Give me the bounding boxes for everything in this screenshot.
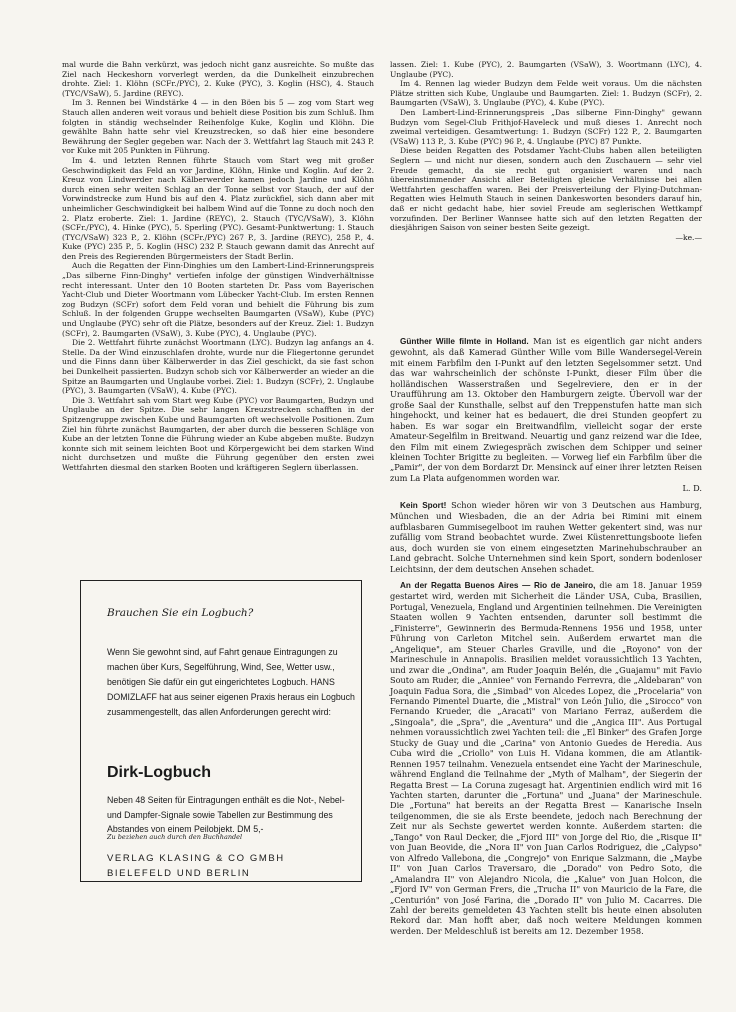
ad-publisher (107, 851, 285, 881)
right-column-top (390, 60, 702, 242)
paragraph: mal wurde die Bahn verkürzt, was jedoch nicht ganz ausreichte. So mußte das Ziel nach Heckeshorn vorverlegt werden, da die Dunkelheit einzubrechen drohte. Ziel: 1. Klöhn (SCFr./PYC), 2. Kuke (PYC), 3. Koglin (HSC), 4. Stauch (TYC/VSaW), 5. Jardine (REYC). (62, 60, 374, 98)
paragraph: Im 4. Rennen lag wieder Budzyn dem Felde weit voraus. Um die nächsten Plätze stritten sich Kube, Unglaube und Baumgarten. Ziel: 1. Budzyn (SCFr), 2. Baumgarten (VSaW), 3. Unglaube (PYC), 4. Kube (PYC). (390, 79, 702, 108)
article-wille (390, 336, 702, 483)
ad-description: Neben 48 Seiten für Eintragungen enthält es die Not-, Nebel- und Dampfer-Signale sowie Tabellen zur Bestimmung des Abstandes von einem Peilobjekt. DM 5,- (107, 795, 345, 834)
author-signature: —ke.— (675, 232, 702, 242)
article-regatta (390, 580, 702, 936)
article-heading: Günther Wille filmte in Holland. (400, 337, 529, 346)
paragraph: lassen. Ziel: 1. Kube (PYC), 2. Baumgarten (VSaW), 3. Woortmann (LYC), 4. Unglaube (PYC). (390, 60, 702, 79)
author-signature: L. D. (682, 483, 702, 494)
publisher-name: VERLAG KLASING & CO GMBH (107, 853, 285, 864)
article-heading: An der Regatta Buenos Aires — Rio de Janeiro, (400, 580, 596, 590)
paragraph: Im 3. Rennen bei Windstärke 4 — in den Böen bis 5 — zog vom Start weg Stauch allen anderen weit voraus und behielt diese Position bis zum Schluß. Ihm folgten in ständig wechselnder Reihenfolge Kuke, Koglin und Klöhn. Die gewählte Bahn hatte sehr viel Kreuzstrecken, so daß hier eine besondere Bewährung der Segler gegeben war. Nach der 3. Wettfahrt lag Stauch mit 243 P. vor Kuke mit 205 Punkten in Führung. (62, 98, 374, 156)
ad-body: Wenn Sie gewohnt sind, auf Fahrt genaue Eintragungen zu machen über Kurs, Segelführung, Wind, See, Wetter usw., benötigen Sie dafür ein gut eingerichtetes Logbuch. HANS DOMIZLAFF hat aus seiner eigenen Praxis heraus ein Logbuch zusammengestellt, das allen Anforderungen gerecht wird: (107, 647, 355, 717)
paragraph: Den Lambert-Lind-Erinnerungspreis „Das silberne Finn-Dinghy" gewann Budzyn vom Segel-Club Frithjof-Haveleck und muß dieses 1. Anrecht noch zweimal verteidigen. Gesamtwertung: 1. Budzyn (SCFr) 122 P., 2. Baumgarten (VSaW) 113 P., 3. Kube (PYC) 96 P., 4. Unglaube (PYC) 87 Punkte. (390, 107, 702, 146)
article-sport (390, 500, 702, 574)
article-text: die am 18. Januar 1959 gestartet wird, werden mit Sicherheit die Länder USA, Cuba, Brasilien, Portugal, Venezuela, England und Argentinien teilnehmen. Die Vereinigten Staaten wollen 9 Yachten entsenden, darunter soll bestimmt die „Finisterre", Gewinnerin des Bermuda-Rennens 1956 und 1958, unter Führung von Carleton Mitchel sein. Außerdem erwartet man die „Angelique", am Steuer Charles Graville, und die „Royono" von der Marineschule in Annapolis. Brasilien meldet voraussichtlich 13 Yachten, und zwar die „Ondina", am Ruder Joaquin Belén, die „Guajamu" mit Favio Souto am Ruder, die „Anniee" von Fernando Ferrevra, die „Aldebaran" von Joaquin Fadua Sora, die „Simbad" von Alcedes Lopez, die „Procelaria" von Fernando Pimentel Duarte, die „Mistral" von León Julio, die „Sirocco" von Fernando Krueder, die „Aracati" von Mariano Ferraz, außerdem die „Singoala", die „Spra", die „Aventura" und die „Angica III". Aus Portugal nehmen voraussichtlich zwei Yachten teil: die „El Binker" des Grafen Jorge Stucky de Guay und die „Carina" von Antonio Guedes de Heredia. Aus Cuba wird die „Criollo" von Luis H. Vidana kommen, die am Atlantik-Rennen 1957 teilnahm. Venezuela entsendet eine Yacht der Marineschule, während England die Teilnahme der „Myth of Malham", der Siegerin der Regatta Brest — La Coruna zugesagt hat. Argentinien endlich wird mit 16 Yachten starten, darunter die „Fortuna" und „Juana" der Marineschule. Die „Fortuna" hat bereits an der Regatta Brest — Kanarische Inseln teilgenommen, die sie als Erste beendete, jedoch nach Berechnung der Zeit nur als Sechste gewertet werden konnte. Außerdem starten: die „Tango" von Raul Decker, die „Fjord III" von Jorge del Rio, die „Risque II" von Juan Beovide, die „Nora II" von Juan Carlos Rodriguez, die „Calypso" von Alfredo Vallebona, die „Congrejo" von Enrique Salzmann, die „Maybe II" von Juan Carlos Traversaro, die „Dorado" von Pedro Soto, die „Amalandra II" von Alejandro Nicola, die „Kalue" von Juan Holcon, die „Fjord IV" von German Frers, die „Trucha II" von Mauricio de la Fare, die „Centurión" von José Farina, die „Dorado II" von Julio M. Cacarres. Die Zahl der bereits gemeldeten 43 Yachten stellt bis heute einen absoluten Rekord dar. Man hofft aber, daß noch weitere Meldungen kommen werden. Der Meldeschluß ist bereits am 12. Dezember 1958. (390, 579, 702, 936)
article-text: Schon wieder hören wir von 3 Deutschen aus Hamburg, München und Wiesbaden, die an der Adria bei Rimini mit einem aufblasbaren Gummisegelboot im rauhen Wetter gekentert sind, was nur zufällig vom Strand beobachtet wurde. Zwei Küstenrettungsboote liefen aus, doch wurden sie von einem eingesetzten Marinehubschrauber an Land gebracht. Solche Unternehmen sind kein Sport, sondern bodenloser Leichtsinn, der dem deutschen Ansehen schadet. (390, 499, 702, 574)
publisher-city: BIELEFELD UND BERLIN (107, 868, 251, 879)
left-column (62, 60, 374, 473)
ad-note: Zu beziehen auch durch den Buchhandel (107, 833, 243, 841)
paragraph: Die 3. Wettfahrt sah vom Start weg Kube (PYC) vor Baumgarten, Budzyn und Unglaube an der Spitze. Die sehr langen Kreuzstrecken schafften in der Spitzengruppe zwischen Kube und Baumgarten oft wechselvolle Positionen. Zum Ziel hin führte zunächst Baumgarten, der aber durch die besseren Schläge von Kube an der letzten Tonne die Führung wieder an Kube abgeben mußte. Budzyn konnte sich mit seinem leichten Boot und Körpergewicht bei dem starken Wind nicht durchsetzen und mußte die Führung gegenüber den ersten zwei Wettfahrten diesmal den starken Booten und kräftigeren Seglern überlassen. (62, 395, 374, 472)
logbook-advertisement (80, 580, 362, 882)
article-heading: Kein Sport! (400, 500, 447, 510)
paragraph: Im 4. und letzten Rennen führte Stauch vom Start weg mit großer Geschwindigkeit das Feld an vor Jardine, Klöhn, Hinke und Koglin. Auf der 2. Kreuz von Lindwerder nach Kälberwerder kamen jedoch Jardine und Klöhn durch einen sehr weiten Schlag an der Tonne selbst vor Stauch, der auf der Vorwindstrecke zum Hund bis auf den 4. Platz zurückfiel, sich dann aber mit unheimlicher Geschwindigkeit bei halbem Wind auf die Tonne zu doch noch den 2. Platz eroberte. Ziel: 1. Jardine (REYC), 2. Stauch (TYC/VSaW), 3. Klöhn (SCFr./PYC), 4. Hinke (PYC), 5. Sperling (PYC). Gesamt-Punktwertung: 1. Stauch (TYC/VSaW) 323 P., 2. Klöhn (SCFr./PYC) 267 P., 3. Jardine (REYC), 258 P., 4. Kuke (PYC) 235 P., 5. Koglin (HSC) 232 P. Stauch gewann damit das Anrecht auf den Preis des Regierenden Bürgermeisters der Stadt Berlin. (62, 155, 374, 261)
ad-product-title: Dirk-Logbuch (107, 764, 211, 781)
paragraph: Diese beiden Regatten des Potsdamer Yacht-Clubs haben allen beteiligten Seglern — und nicht nur diesen, sondern auch den Zuschauern — sehr viel Freude gemacht, da sie recht gut organisiert waren und nach übereinstimmender Ansicht aller Beteiligten gleiche Verhältnisse bei allen Wettfahrten geschaffen waren. Bei der Preisverteilung der Flying-Dutchman-Regatten wies Helmuth Stauch in seinen Dankesworten besonders darauf hin, daß er nicht gedacht habe, hier soviel Freude am seglerischen Wettkampf vorzufinden. Der Berliner Wannsee hatte sich auf den letzten Regatten der diesjährigen Saison von seiner besten Seite gezeigt. (390, 146, 702, 233)
paragraph: Auch die Regatten der Finn-Dinghies um den Lambert-Lind-Erinnerungspreis „Das silberne Finn-Dinghy" vertiefen infolge der günstigen Windverhältnisse recht interessant. Unter den 10 Booten starteten Dr. Pass vom Bayerischen Yacht-Club und Dieter Woortmann vom Lübecker Yacht-Club. Im ersten Rennen zog Budzyn (SCFr) sofort dem Feld voran und behielt die Führung bis zum Schluß. In der folgenden Gruppe wechselten Baumgarten (VSaW), Kube (PYC) und Unglaube (PYC) sehr oft die Plätze, besonders auf der Kreuz. Ziel: 1. Budzyn (SCFr), 2. Baumgarten (VSaW), 3. Kube (PYC), 4. Unglaube (PYC). (62, 261, 374, 338)
ad-question: Brauchen Sie ein Logbuch? (107, 607, 254, 619)
paragraph: Die 2. Wettfahrt führte zunächst Woortmann (LYC). Budzyn lag anfangs an 4. Stelle. Da der Wind einzuschlafen drohte, wurde nur die Fliegertonne gerundet und die Finns dann über Kälberwerder in das Ziel geschickt, da sie fast schon bei Dunkelheit passierten. Budzyn schob sich vor Kälberwerder an wieder an die Spitze an Baumgarten und Unglaube vorbei. Ziel: 1. Budzyn (SCFr), 2. Unglaube (PYC), 3. Baumgarten (VSaW), 4. Kube (PYC). (62, 338, 374, 396)
right-column-articles (390, 336, 702, 936)
article-text: Man ist es eigentlich gar nicht anders gewohnt, als daß Kamerad Günther Wille vom Bille Wandersegel-Verein mit einem Farbfilm den I-Punkt auf den letzten Segelsommer setzt. Und das war wahrscheinlich der schönste I-Punkt, dieser Film über die holländischen Wasserstraßen und Segelreviere, den er in der Uraufführung am 13. Oktober den Hamburgern zeigte. Übervoll war der große Saal der Kunsthalle, selbst auf den Treppenstufen hatte man sich hingehockt, und keiner hat es bedauert, die drei Stunden geopfert zu haben. Es war sogar ein Breitwandfilm, vielleicht sogar der erste Amateur-Segelfilm in Breitwand. Neuartig und ganz reizend war die Idee, den Film mit einem Zwiegespräch zwischen dem Schipper und seiner kleinen Tochter Brigitte zu begleiten. — Vorweg lief ein Farbfilm über die „Pamir", der von dem Bordarzt Dr. Mensinck auf einer ihrer letzten Reisen zum La Plata aufgenommen worden war. (390, 336, 702, 483)
